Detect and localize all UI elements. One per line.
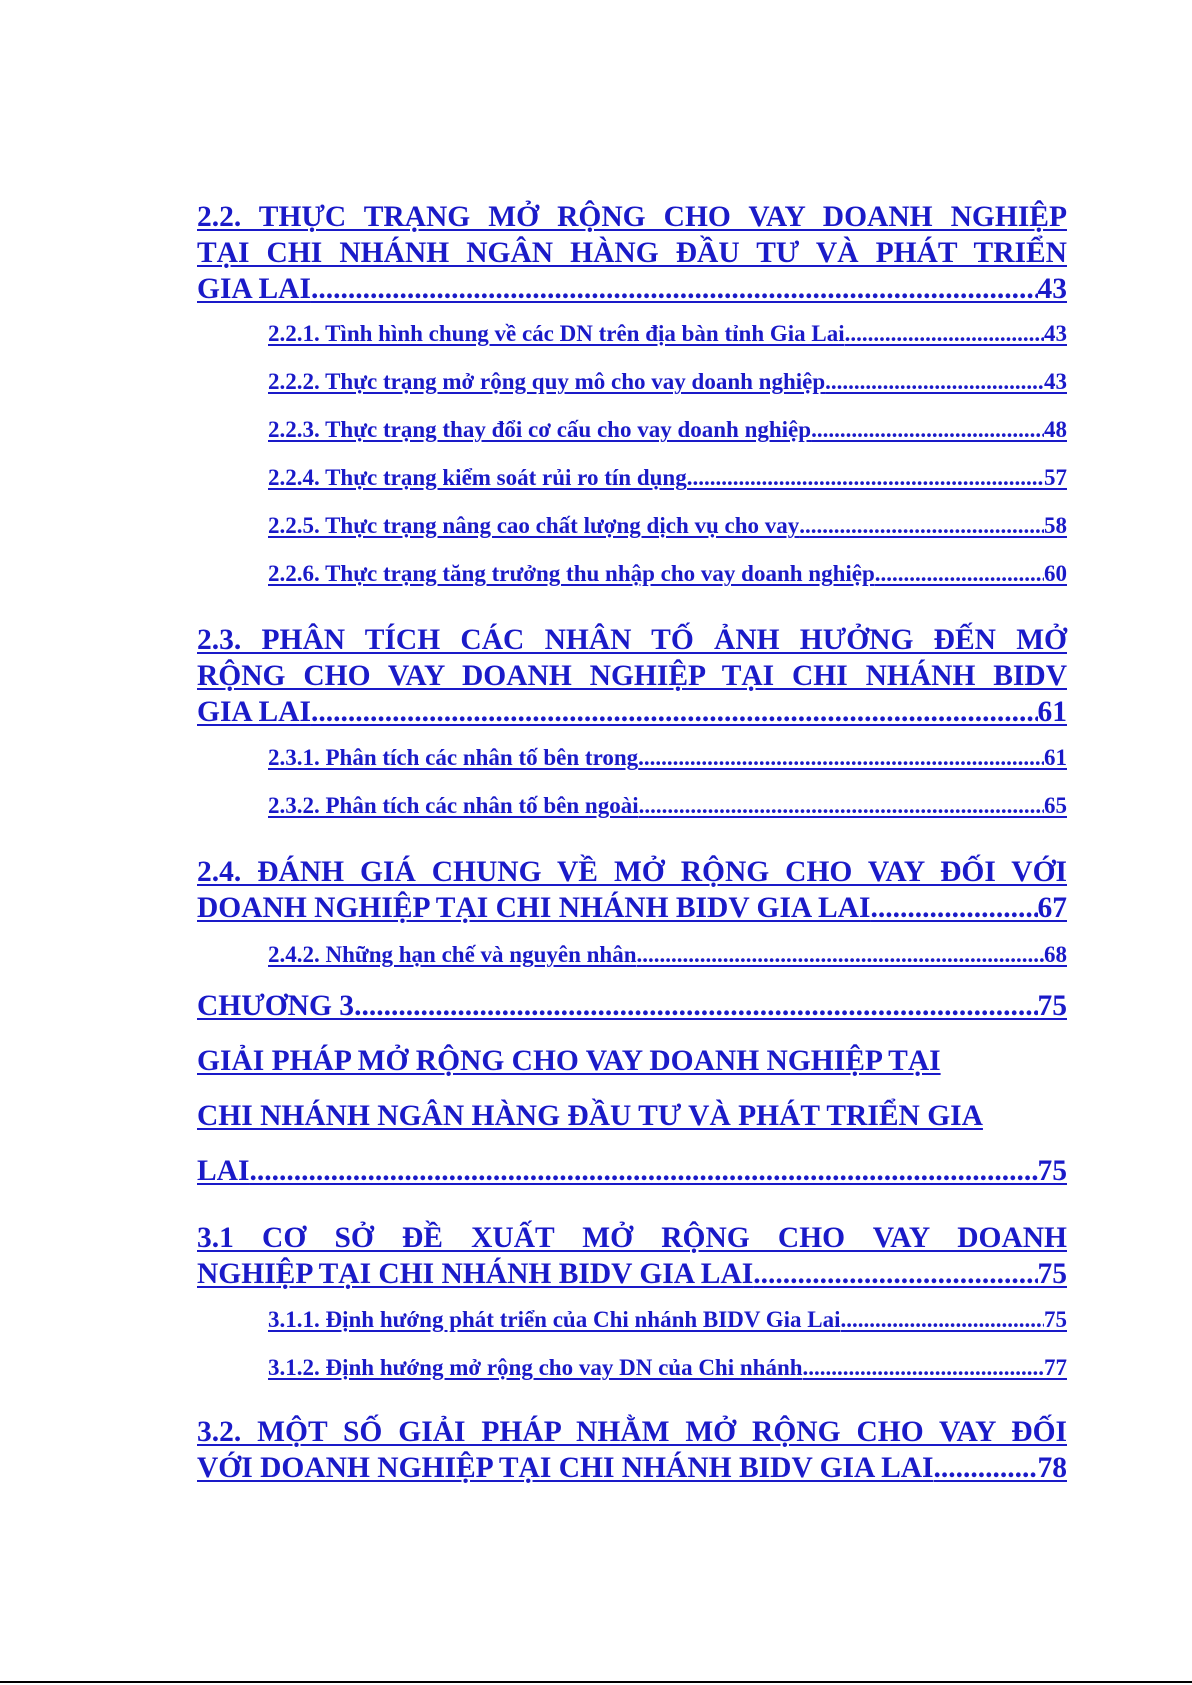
toc-leader-dots <box>637 941 1045 969</box>
toc-leader-dots <box>311 694 1038 730</box>
toc-entry-2-2-2[interactable] <box>268 368 1067 396</box>
toc-entry-text: 2.2.1. Tình hình chung về các DN trên địa bàn tỉnh Gia Lai <box>268 321 845 346</box>
toc-entry-line: 3.1 CƠ SỞ ĐỀ XUẤT MỞ RỘNG CHO VAY DOANH <box>197 1222 1067 1254</box>
toc-page-number: 75 <box>1044 1307 1067 1332</box>
toc-leader-dots <box>825 368 1044 396</box>
toc-entry-text: GIA LAI <box>197 273 311 305</box>
toc-leader-dots <box>687 464 1044 492</box>
toc-page-number: 57 <box>1044 465 1067 490</box>
toc-entry-last-line <box>197 1153 1067 1189</box>
toc-entry-text: NGHIỆP TẠI CHI NHÁNH BIDV GIA LAI <box>197 1258 754 1290</box>
toc-entry-text: 2.2.4. Thực trạng kiểm soát rủi ro tín dụng <box>268 465 687 490</box>
toc-entry-line: 2.2. THỰC TRẠNG MỞ RỘNG CHO VAY DOANH NGHIỆP <box>197 201 1067 233</box>
toc-entry-text: 2.2.2. Thực trạng mở rộng quy mô cho vay doanh nghiệp <box>268 369 826 394</box>
toc-leader-dots <box>870 890 1037 926</box>
toc-leader-dots <box>753 1256 1037 1292</box>
toc-page-number: 65 <box>1044 793 1067 818</box>
toc-entry-last-line <box>197 1450 1067 1486</box>
toc-page-number: 58 <box>1044 513 1067 538</box>
toc-entry-text: LAI <box>197 1155 250 1187</box>
toc-page-number: 60 <box>1044 561 1067 586</box>
toc-entry-last-line <box>197 890 1067 926</box>
toc-leader-dots <box>638 744 1044 772</box>
toc-page-number: 67 <box>1037 892 1067 924</box>
toc-entry-text: GIA LAI <box>197 696 311 728</box>
toc-entry-line: CHI NHÁNH NGÂN HÀNG ĐẦU TƯ VÀ PHÁT TRIỂN GIA <box>197 1100 983 1132</box>
toc-entry-text: 2.3.2. Phân tích các nhân tố bên ngoài <box>268 793 639 818</box>
toc-entry-3-1[interactable] <box>197 1220 1067 1292</box>
toc-entry-2-3-1[interactable] <box>268 744 1067 772</box>
toc-entry-text: 2.4.2. Những hạn chế và nguyên nhân <box>268 942 637 967</box>
toc-leader-dots <box>249 1153 1037 1189</box>
toc-page-number: 77 <box>1044 1355 1067 1380</box>
toc-entry-line: 2.3. PHÂN TÍCH CÁC NHÂN TỐ ẢNH HƯỞNG ĐẾN MỞ <box>197 624 1067 656</box>
toc-leader-dots <box>354 988 1037 1024</box>
toc-entry-line: 2.4. ĐÁNH GIÁ CHUNG VỀ MỞ RỘNG CHO VAY ĐỐI VỚI <box>197 856 1067 888</box>
toc-page-number: 61 <box>1037 696 1067 728</box>
toc-leader-dots <box>811 416 1044 444</box>
toc-entry-last-line <box>197 1256 1067 1292</box>
toc-page-number: 78 <box>1037 1452 1067 1484</box>
toc-entry-2-3[interactable] <box>197 622 1067 730</box>
toc-entry-text: 3.1.2. Định hướng mở rộng cho vay DN của Chi nhánh <box>268 1355 803 1380</box>
toc-entry-2-2-6[interactable] <box>268 560 1067 588</box>
toc-entry-2-2-1[interactable] <box>268 320 1067 348</box>
toc-entry-2-2[interactable] <box>197 199 1067 307</box>
toc-entry-3-1-2[interactable] <box>268 1354 1067 1382</box>
toc-entry-3-1-1[interactable] <box>268 1306 1067 1334</box>
toc-entry-text: CHƯƠNG 3 <box>197 990 355 1022</box>
toc-page-number: 43 <box>1037 273 1067 305</box>
toc-page-number: 61 <box>1044 745 1067 770</box>
toc-page-number: 75 <box>1037 990 1067 1022</box>
toc-page-number: 48 <box>1044 417 1067 442</box>
toc-entry-2-4[interactable] <box>197 854 1067 926</box>
toc-entry-text: 2.2.3. Thực trạng thay đổi cơ cấu cho vay doanh nghiệp <box>268 417 812 442</box>
toc-entry-line: RỘNG CHO VAY DOANH NGHIỆP TẠI CHI NHÁNH BIDV <box>197 660 1067 692</box>
toc-entry-line: 3.2. MỘT SỐ GIẢI PHÁP NHẰM MỞ RỘNG CHO VAY ĐỐI <box>197 1416 1067 1448</box>
toc-page-number: 68 <box>1044 942 1067 967</box>
toc-page-number: 43 <box>1044 369 1067 394</box>
toc-entry-line: TẠI CHI NHÁNH NGÂN HÀNG ĐẦU TƯ VÀ PHÁT TRIỂN <box>197 237 1067 269</box>
toc-leader-dots <box>803 1354 1044 1382</box>
toc-entry-text: DOANH NGHIỆP TẠI CHI NHÁNH BIDV GIA LAI <box>197 892 871 924</box>
toc-entry-2-2-5[interactable] <box>268 512 1067 540</box>
toc-entry-3-2[interactable] <box>197 1414 1067 1486</box>
toc-entry-text: 3.1.1. Định hướng phát triển của Chi nhánh BIDV Gia Lai <box>268 1307 841 1332</box>
toc-leader-dots <box>934 1450 1038 1486</box>
toc-leader-dots <box>841 1306 1044 1334</box>
toc-entry-chuong-3[interactable] <box>197 988 1067 1024</box>
toc-leader-dots <box>845 320 1044 348</box>
toc-entry-2-2-3[interactable] <box>268 416 1067 444</box>
toc-entry-last-line <box>197 271 1067 307</box>
toc-entry-2-3-2[interactable] <box>268 792 1067 820</box>
toc-leader-dots <box>799 512 1044 540</box>
toc-entry-last-line <box>197 694 1067 730</box>
toc-entry-2-2-4[interactable] <box>268 464 1067 492</box>
toc-entry-text: 2.2.5. Thực trạng nâng cao chất lượng dịch vụ cho vay <box>268 513 800 538</box>
toc-page-number: 75 <box>1037 1155 1067 1187</box>
toc-leader-dots <box>875 560 1044 588</box>
toc-entry-text: 2.3.1. Phân tích các nhân tố bên trong <box>268 745 639 770</box>
toc-entry-giai-phap[interactable] <box>197 1043 1067 1189</box>
toc-entry-text: VỚI DOANH NGHIỆP TẠI CHI NHÁNH BIDV GIA LAI <box>197 1452 934 1484</box>
toc-leader-dots <box>311 271 1038 307</box>
toc-leader-dots <box>639 792 1044 820</box>
toc-page-number: 75 <box>1037 1258 1067 1290</box>
toc-entry-text: 2.2.6. Thực trạng tăng trưởng thu nhập cho vay doanh nghiệp <box>268 561 875 586</box>
toc-entry-2-4-2[interactable] <box>268 941 1067 969</box>
toc-entry-line: GIẢI PHÁP MỞ RỘNG CHO VAY DOANH NGHIỆP TẠI <box>197 1045 941 1077</box>
page-bottom-border <box>0 1681 1192 1683</box>
toc-page-number: 43 <box>1044 321 1067 346</box>
